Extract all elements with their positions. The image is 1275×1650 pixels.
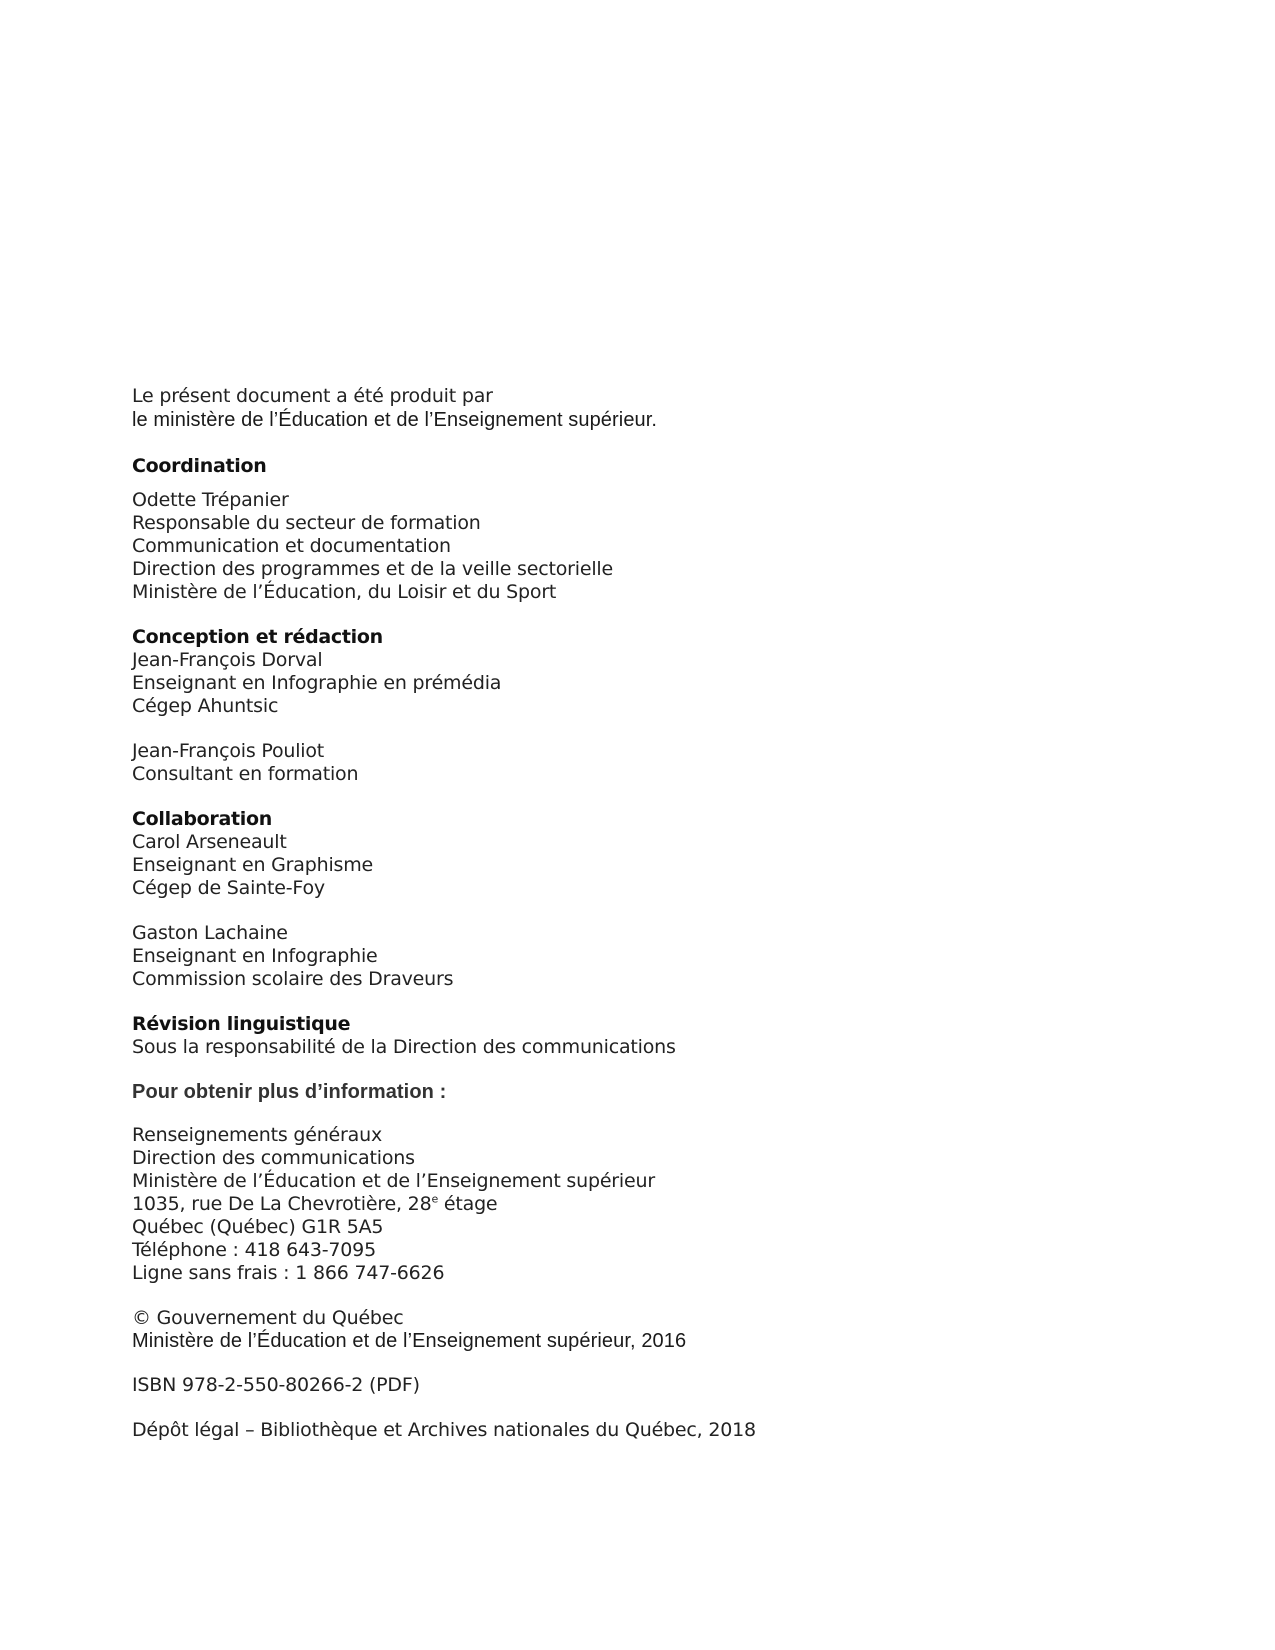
collaboration-line: Enseignant en Graphisme [132,854,374,876]
collaboration-line: Enseignant en Infographie [132,945,378,967]
address-main: 1035, rue De La Chevrotière, 28 [132,1193,432,1215]
collaboration-line: Carol Arseneault [132,831,287,853]
conception-line: Consultant en formation [132,763,359,785]
coordination-line: Ministère de l’Éducation, du Loisir et du Sport [132,581,557,603]
coordination-line: Responsable du secteur de formation [132,512,481,534]
collaboration-line: Commission scolaire des Draveurs [132,968,454,990]
collaboration-line: Cégep de Sainte-Foy [132,877,325,899]
info-tollfree: Ligne sans frais : 1 866 747-6626 [132,1262,445,1284]
conception-line: Jean-François Dorval [132,649,323,671]
intro-line-2: le ministère de l’Éducation et de l’Enseignement supérieur. [132,409,658,431]
info-phone: Téléphone : 418 643-7095 [132,1239,376,1261]
info-line: Renseignements généraux [132,1124,382,1146]
coordination-line: Direction des programmes et de la veille sectorielle [132,558,613,580]
copyright-line-2: Ministère de l’Éducation et de l’Enseignement supérieur, 2016 [132,1330,687,1352]
coordination-heading: Coordination [132,455,267,477]
info-address [132,1192,497,1216]
intro-line-1: Le présent document a été produit par [132,385,493,407]
revision-line: Sous la responsabilité de la Direction des communications [132,1036,676,1058]
address-suffix: étage [438,1193,498,1215]
address-superscript: e [431,1192,439,1206]
conception-line: Cégep Ahuntsic [132,695,279,717]
conception-heading: Conception et rédaction [132,626,383,648]
depot-legal: Dépôt légal – Bibliothèque et Archives nationales du Québec, 2018 [132,1419,756,1441]
info-line: Ministère de l’Éducation et de l’Enseignement supérieur [132,1170,655,1192]
collaboration-line: Gaston Lachaine [132,922,288,944]
copyright-line-1: © Gouvernement du Québec [132,1307,404,1329]
coordination-line: Odette Trépanier [132,489,289,511]
info-heading: Pour obtenir plus d’information : [132,1081,447,1103]
info-city: Québec (Québec) G1R 5A5 [132,1216,384,1238]
conception-line: Jean-François Pouliot [132,740,325,762]
info-line: Direction des communications [132,1147,415,1169]
conception-line: Enseignant en Infographie en prémédia [132,672,502,694]
isbn: ISBN 978-2-550-80266-2 (PDF) [132,1374,420,1396]
collaboration-heading: Collaboration [132,808,272,830]
coordination-line: Communication et documentation [132,535,451,557]
revision-heading: Révision linguistique [132,1013,351,1035]
